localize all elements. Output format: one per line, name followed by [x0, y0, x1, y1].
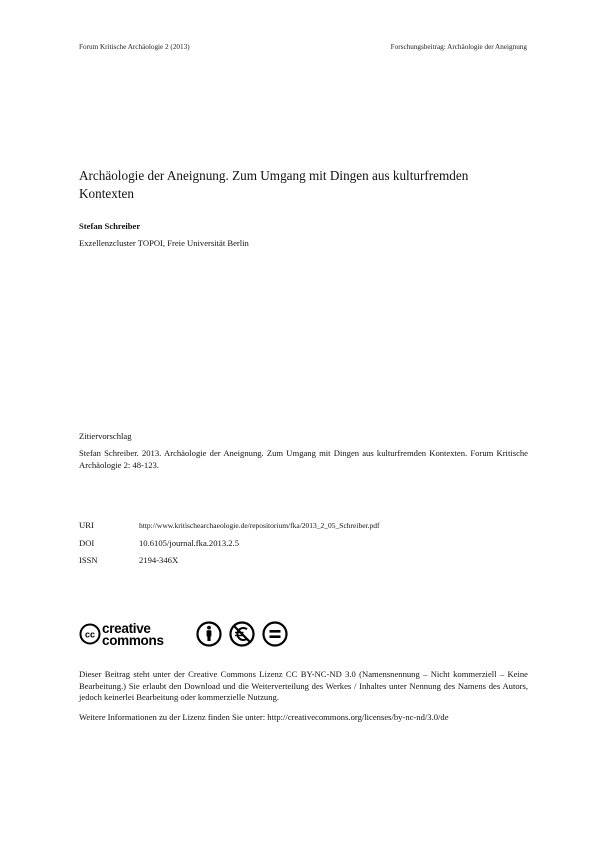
citation-heading: Zitiervorschlag: [79, 431, 132, 441]
uri-link[interactable]: http://www.kritischearchaeologie.de/repositorium/fka/2013_2_05_Schreiber.pdf: [139, 521, 380, 530]
cc-icon: [81, 625, 100, 644]
doi-value[interactable]: 10.6105/journal.fka.2013.2.5: [139, 538, 240, 548]
cc-wordmark-creative: creative: [102, 621, 151, 636]
running-header-right: Forschungsbeitrag: Archäologie der Aneignung: [390, 43, 527, 51]
issn-value: 2194-346X: [139, 555, 179, 565]
issn-row: [79, 555, 178, 565]
cc-logo-graphic: [79, 619, 299, 649]
running-header-left: Forum Kritische Archäologie 2 (2013): [79, 43, 190, 51]
article-title: Archäologie der Aneignung. Zum Umgang mit Dingen aus kulturfremden Kontexten: [79, 168, 469, 201]
by-icon: [198, 623, 221, 646]
cc-license-badge[interactable]: [79, 619, 299, 649]
license-text: Dieser Beitrag steht unter der Creative Commons Lizenz CC BY-NC-ND 3.0 (Namensnennung – Nicht kommerziell – Keine Bearbeitung.) Sie erlaubt den Download und die Weiterverteilung des Werkes / Inhaltes unter Nennung des Namens des Autors, jedoch keinerlei Bearbeitung oder kommerzielle Nutzung.: [79, 669, 528, 702]
nc-euro-icon: [231, 623, 254, 646]
doi-label: DOI: [79, 538, 95, 548]
uri-label: URI: [79, 520, 94, 530]
cc-wordmark-commons: commons: [102, 633, 164, 648]
cc-icon-letters: cc: [84, 629, 96, 640]
license-more-info: Weitere Informationen zu der Lizenz finden Sie unter: http://creativecommons.org/licenses/by-nc-nd/3.0/de: [79, 712, 449, 722]
citation-text: Stefan Schreiber. 2013. Archäologie der Aneignung. Zum Umgang mit Dingen aus kulturfremden Kontexten. Forum Kritische Archäologie 2: 48-123.: [79, 448, 528, 470]
uri-row: [79, 520, 380, 530]
nd-icon: [264, 623, 287, 646]
issn-label: ISSN: [79, 555, 98, 565]
author-name: Stefan Schreiber: [79, 221, 141, 231]
author-affiliation: Exzellenzcluster TOPOI, Freie Universität Berlin: [79, 238, 249, 248]
doi-row: [79, 538, 239, 548]
